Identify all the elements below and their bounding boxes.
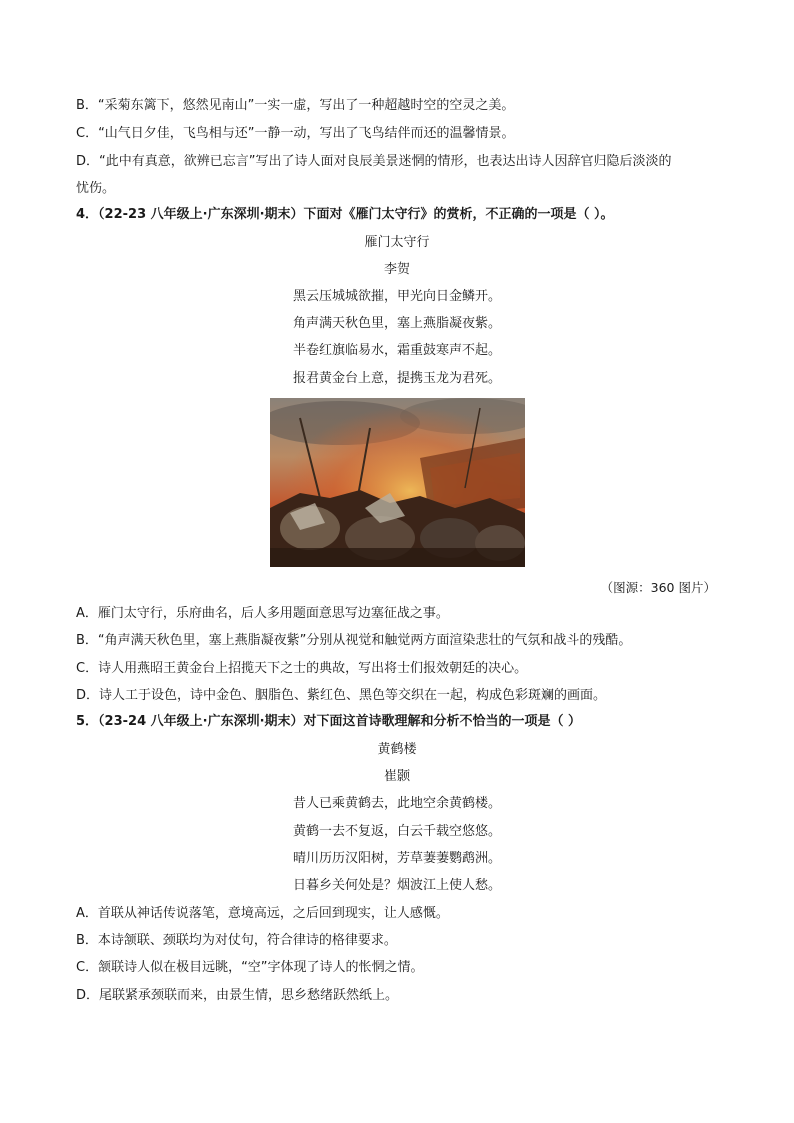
q5-option-c: C．颔联诗人似在极目远眺，“空”字体现了诗人的怅惘之情。 (76, 960, 424, 975)
q3-option-d: D．“此中有真意，欲辨已忘言”写出了诗人面对良辰美景迷惘的情形，也表达出诗人因辞官归隐后淡淡的 (76, 154, 672, 169)
q3-option-b: B．“采菊东篱下，悠然见南山”一实一虚，写出了一种超越时空的空灵之美。 (76, 98, 515, 113)
q4-poem-title: 雁门太守行 (364, 235, 430, 250)
q5-poem-title: 黄鹤楼 (377, 742, 417, 757)
q4-option-a: A．雁门太守行，乐府曲名，后人多用题面意思写边塞征战之事。 (76, 606, 449, 621)
q5-stem: 5．（23-24 八年级上·广东深圳·期末）对下面这首诗歌理解和分析不恰当的一项是（ ） (76, 714, 582, 729)
q5-poem-line-3: 晴川历历汉阳树，芳草萋萋鹦鹉洲。 (292, 851, 501, 866)
q5-poem-line-1: 昔人已乘黄鹤去，此地空余黄鹤楼。 (292, 796, 501, 811)
q5-poem-line-4: 日暮乡关何处是？烟波江上使人愁。 (292, 878, 501, 893)
q4-poem-line-4: 报君黄金台上意，提携玉龙为君死。 (292, 371, 501, 386)
q5-poem-author: 崔颢 (383, 769, 410, 784)
image-credit: （图源：360 图片） (600, 580, 716, 595)
q5-poem-line-2: 黄鹤一去不复返，白云千载空悠悠。 (292, 824, 501, 839)
q4-stem: 4．（22-23 八年级上·广东深圳·期末）下面对《雁门太守行》的赏析，不正确的一项是（ ）。 (76, 207, 614, 222)
q4-poem-line-1: 黑云压城城欲摧，甲光向日金鳞开。 (292, 289, 501, 304)
q4-poem-author: 李贺 (383, 262, 410, 277)
q4-option-c: C．诗人用燕昭王黄金台上招揽天下之士的典故，写出将士们报效朝廷的决心。 (76, 661, 528, 676)
q4-poem-line-2: 角声满天秋色里，塞上燕脂凝夜紫。 (292, 316, 501, 331)
q3-option-c: C．“山气日夕佳，飞鸟相与还”一静一动，写出了飞鸟结伴而还的温馨情景。 (76, 126, 515, 141)
q4-option-d: D．诗人工于设色，诗中金色、胭脂色、紫红色、黑色等交织在一起，构成色彩斑斓的画面。 (76, 688, 607, 703)
q3-option-d-cont: 忧伤。 (76, 181, 116, 196)
q5-option-a: A．首联从神话传说落笔，意境高远，之后回到现实，让人感慨。 (76, 906, 449, 921)
q4-poem-line-3: 半卷红旗临易水，霜重鼓寒声不起。 (292, 343, 501, 358)
q5-option-d: D．尾联紧承颈联而来，由景生情，思乡愁绪跃然纸上。 (76, 988, 399, 1003)
q5-option-b: B．本诗颔联、颈联均为对仗句，符合律诗的格律要求。 (76, 933, 397, 948)
q4-option-b: B．“角声满天秋色里，塞上燕脂凝夜紫”分别从视觉和触觉两方面渲染悲壮的气氛和战斗的残酷。 (76, 633, 632, 648)
battle-painting (270, 398, 525, 567)
